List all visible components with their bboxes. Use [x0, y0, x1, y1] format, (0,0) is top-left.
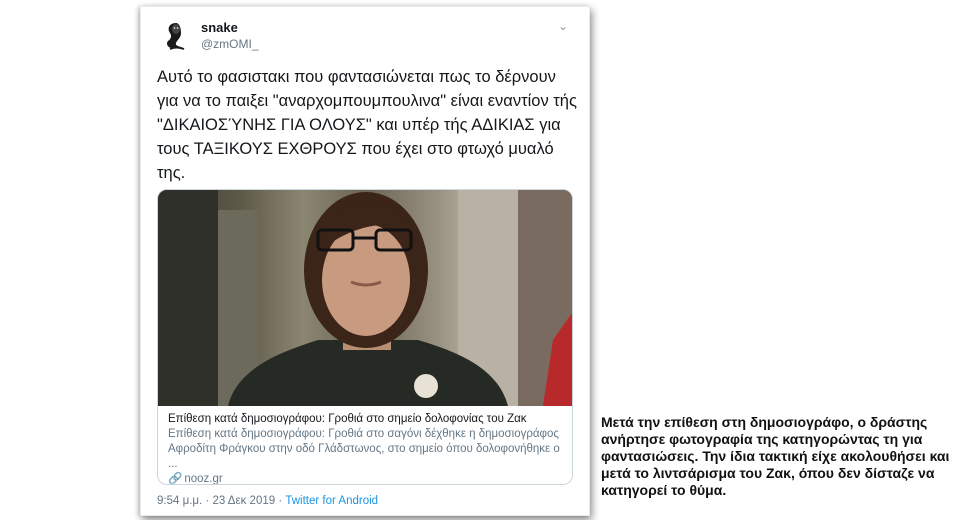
link-icon: 🔗 [168, 473, 183, 485]
caption-text: Μετά την επίθεση στη δημοσιογράφο, ο δράστης ανήρτησε φωτογραφία της κατηγορώντας τη για φαντασιώσεις. Την ίδια τακτική είχε ακολουθήσει και μετά το λιντσάρισμα του Ζακ, όπου δεν δίσταζε να κατηγορεί το θύμα. [601, 414, 950, 498]
card-image [158, 190, 572, 406]
tweet-footer [157, 495, 378, 507]
tweet-header [157, 17, 573, 57]
user-handle[interactable]: @zmOMI_ [201, 37, 259, 51]
card-body [158, 406, 572, 485]
avatar[interactable] [159, 19, 193, 53]
user-names [201, 20, 259, 52]
tweet-text: Αυτό το φασιστακι που φαντασιώνεται πως το δέρνουν για να το παιξει "αναρχομπουμπουλινα" είναι εναντίον τής "ΔΙΚΑΙΟΣΎΝΗΣ ΓΙΑ ΟΛΟΥΣ" και υπέρ τής ΑΔΙΚΙΑΣ για τους ΤΑΞΙΚΟΥΣ ΕΧΘΡΟΥΣ που έχει στο φτωχό μυαλό της. [157, 68, 577, 182]
link-preview-card[interactable] [157, 189, 573, 485]
timestamp[interactable]: 9:54 μ.μ. · 23 Δεκ 2019 · [157, 495, 286, 507]
tweet-card [140, 6, 590, 516]
chevron-down-icon[interactable]: ⌄ [557, 19, 569, 33]
display-name[interactable]: snake [201, 20, 238, 35]
card-description: Επίθεση κατά δημοσιογράφου: Γροθιά στο σαγόνι δέχθηκε η δημοσιογράφος Αφροδίτη Φράγκου στην οδό Γλάδστωνος, στο σημείο όπου δολοφονήθηκε ο ... [168, 428, 560, 470]
card-domain-text: nooz.gr [184, 473, 223, 485]
card-domain [168, 472, 562, 485]
card-title: Επίθεση κατά δημοσιογράφου: Γροθιά στο σημείο δολοφονίας του Ζακ [168, 413, 527, 425]
cobra-icon [159, 19, 193, 53]
source-link[interactable]: Twitter for Android [285, 495, 379, 507]
